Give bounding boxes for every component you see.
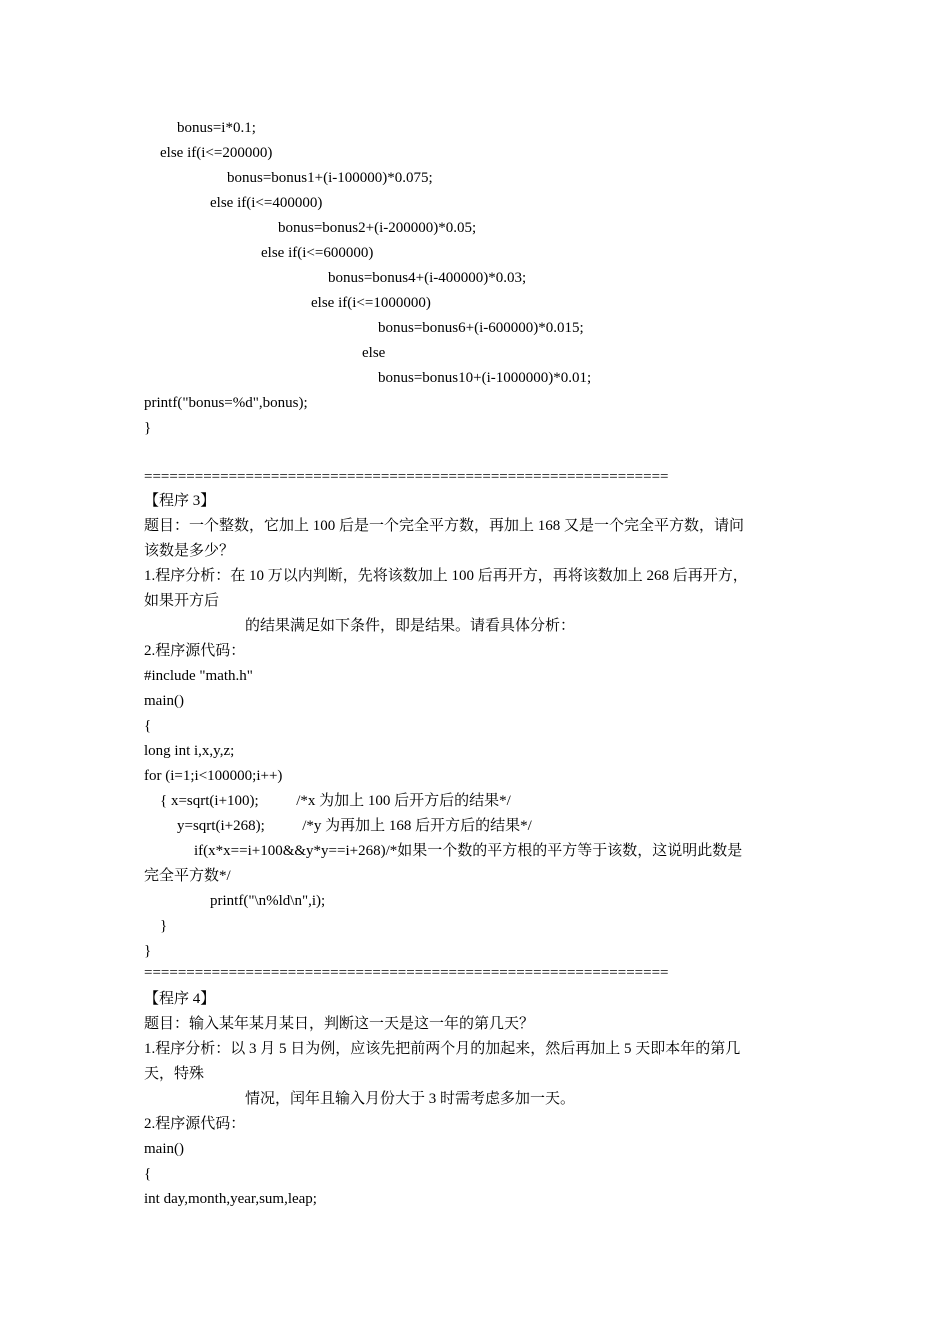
code-line: y=sqrt(i+268); /*y 为再加上 168 后开方后的结果*/ [177,818,532,834]
code-line: else if(i<=600000) [261,245,374,261]
analysis-text: 1.程序分析：在 10 万以内判断，先将该数加上 100 后再开方，再将该数加上 268 后再开方， [144,568,748,584]
code-line: { x=sqrt(i+100); /*x 为加上 100 后开方后的结果*/ [160,793,511,809]
code-line: } [160,918,168,934]
code-line: } [144,943,152,959]
code-line: bonus=bonus4+(i-400000)*0.03; [328,270,527,286]
code-line: if(x*x==i+100&&y*y==i+268)/*如果一个数的平方根的平方等于该数，这说明此数是 [194,843,743,859]
analysis-text: 情况，闰年且输入月份大于 3 时需考虑多加一天。 [245,1091,576,1107]
separator: ============================================================== [144,469,669,485]
code-line: printf("\n%ld\n",i); [210,893,326,909]
analysis-text: 的结果满足如下条件，即是结果。请看具体分析： [245,618,576,634]
program-title: 【程序 3】 [144,493,216,509]
code-line: int day,month,year,sum,leap; [144,1191,317,1207]
code-line: else [362,345,386,361]
analysis-text: 1.程序分析：以 3 月 5 日为例，应该先把前两个月的加起来，然后再加上 5 天即本年的第几 [144,1041,741,1057]
code-line: else if(i<=200000) [160,145,273,161]
separator: ============================================================== [144,965,669,981]
source-label: 2.程序源代码： [144,643,246,659]
code-line: bonus=bonus10+(i-1000000)*0.01; [378,370,592,386]
code-line: bonus=bonus1+(i-100000)*0.075; [227,170,433,186]
code-line: bonus=bonus2+(i-200000)*0.05; [278,220,477,236]
question-text: 题目：输入某年某月某日，判断这一天是这一年的第几天？ [144,1016,535,1032]
source-label: 2.程序源代码： [144,1116,246,1132]
code-line: else if(i<=1000000) [311,295,431,311]
analysis-text: 如果开方后 [144,593,220,609]
question-text: 该数是多少？ [144,543,235,559]
code-line: 完全平方数*/ [144,868,231,884]
program-title: 【程序 4】 [144,991,216,1007]
code-line: #include "math.h" [144,668,253,684]
code-line: { [144,1166,152,1182]
code-line: { [144,718,152,734]
code-line: } [144,420,152,436]
question-text: 题目：一个整数，它加上 100 后是一个完全平方数，再加上 168 又是一个完全平方数，请问 [144,518,745,534]
code-line: long int i,x,y,z; [144,743,235,759]
code-line: printf("bonus=%d",bonus); [144,395,308,411]
code-line: main() [144,693,184,709]
code-line: bonus=bonus6+(i-600000)*0.015; [378,320,584,336]
analysis-text: 天，特殊 [144,1066,205,1082]
code-line: for (i=1;i<100000;i++) [144,768,283,784]
code-line: bonus=i*0.1; [177,120,256,136]
code-line: else if(i<=400000) [210,195,323,211]
code-line: main() [144,1141,184,1157]
